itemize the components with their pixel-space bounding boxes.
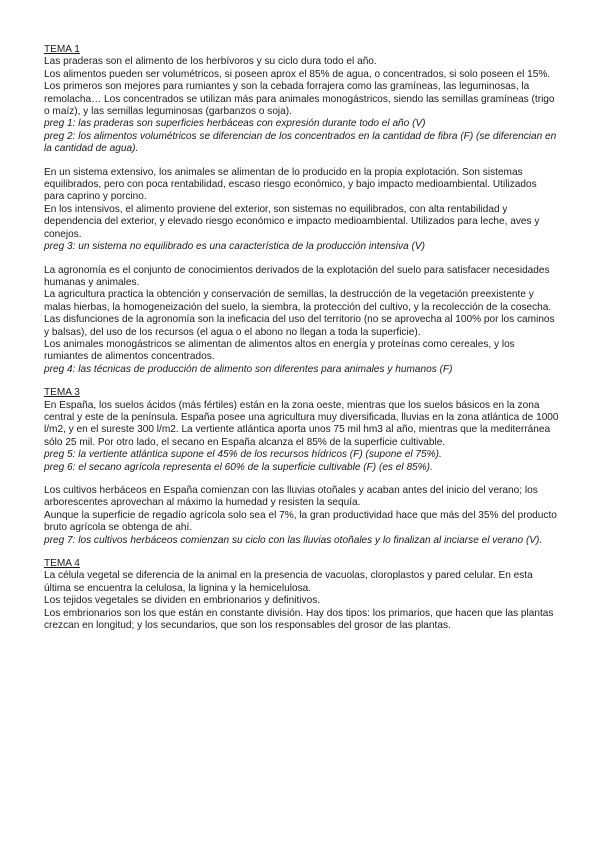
question-1: preg 1: las praderas son superficies herbáceas con expresión durante todo el año (V) xyxy=(44,118,426,130)
question-3: preg 3: un sistema no equilibrado es una característica de la producción intensiva (V) xyxy=(44,241,425,253)
question-7: preg 7: los cultivos herbáceos comienzan su ciclo con las lluvias otoñales y lo finalizan al inciarse el verano (V). xyxy=(44,534,543,546)
question-6: preg 6: el secano agrícola representa el 60% de la superficie cultivable (F) (es el 85%). xyxy=(44,461,433,473)
question-2: preg 2: los alimentos volumétricos se diferencian de los concentrados en la cantidad de fibra (F) (se diferencian en la cantidad de agua). xyxy=(44,130,557,155)
paragraph: La agronomía es el conjunto de conocimientos derivados de la explotación del suelo para satisfacer necesidades humanas y animales. xyxy=(44,264,550,288)
paragraph: La agricultura practica la obtención y conservación de semillas, la destrucción de la vegetación preexistente y malas hierbas, la homogeneización del suelo, la siembra, la protección del cultivo, y la recolección de la cosecha. xyxy=(44,289,552,313)
paragraph: En España, los suelos ácidos (más fértiles) están en la zona oeste, mientras que los suelos básicos en la zona central y este de la península. España posee una agricultura muy diversificada, lluvias en la zona atlántica de 1000 l/m2, y en el sureste 300 l/m2. La vertiente atlántica aporta unos 75 mil hm3 al año, mientras que la mediterránea sólo 25 mil. Por otro lado, el secano en España alcanza el 85% de la superficie cultivable. xyxy=(44,399,559,448)
paragraph: Los animales monogástricos se alimentan de alimentos altos en energía y proteínas como cereales, y los rumiantes de alimentos concentrados. xyxy=(44,338,515,363)
paragraph: Los embrionarios son los que están en constante división. Hay dos tipos: los primarios, que hacen que las plantas crezcan en longitud; y los secundarios, que son los responsables del grosor de las plantas. xyxy=(44,607,554,632)
paragraph: En los intensivos, el alimento proviene del exterior, son sistemas no equilibrados, con alta rentabilidad y dependencia del exterior, y elevado riesgo económico e impacto medioambiental. Utilizados para leche, aves y conejos. xyxy=(44,203,540,240)
paragraph: En un sistema extensivo, los animales se alimentan de lo producido en la propia explotación. Son sistemas equilibrados, pero con poca rentabilidad, escaso riesgo económico, y bajo impacto medioambiental. Utilizados para caprino y porcino. xyxy=(44,166,537,203)
tema4-heading: TEMA 4 xyxy=(44,558,80,570)
document-page xyxy=(44,44,559,632)
paragraph: La célula vegetal se diferencia de la animal en la presencia de vacuolas, cloroplastos y pared celular. En esta última se encuentra la celulosa, la lignina y la hemicelulosa. xyxy=(44,570,533,594)
paragraph: Los cultivos herbáceos en España comienzan con las lluvias otoñales y acaban antes del inicio del verano; los arborescentes aprovechan al máximo la humedad y resisten la sequía. xyxy=(44,485,538,509)
question-4: preg 4: las técnicas de producción de alimento son diferentes para animales y humanos (F) xyxy=(44,363,453,375)
paragraph: Los alimentos pueden ser volumétricos, si poseen aprox el 85% de agua, o concentrados, si solo poseen el 15%. Los primeros son mejores para rumiantes y son la cebada forrajera como las gramíneas, las leguminosas, la remolacha… Los concentrados se utilizan más para animales monogástricos, siendo las semillas gramíneas (trigo o maíz), y las semillas leguminosas (garbanzos o soja). xyxy=(44,68,555,118)
paragraph: Las disfunciones de la agronomía son la ineficacia del uso del territorio (no se aprovecha al 100% por los caminos y balsas), del uso de los recursos (el agua o el abono no llegan a toda la superficie). xyxy=(44,314,555,338)
paragraph: Aunque la superficie de regadío agrícola solo sea el 7%, la gran productividad hace que más del 35% del producto bruto agrícola se obtenga de ahí. xyxy=(44,509,557,534)
tema3-heading: TEMA 3 xyxy=(44,387,80,399)
paragraph: Los tejidos vegetales se dividen en embrionarios y definitivos. xyxy=(44,595,321,607)
tema1-heading: TEMA 1 xyxy=(44,44,80,55)
question-5: preg 5: la vertiente atlántica supone el 45% de los recursos hídricos (F) (supone el 75%). xyxy=(44,449,442,461)
paragraph: Las praderas son el alimento de los herbívoros y su ciclo dura todo el año. xyxy=(44,56,377,68)
